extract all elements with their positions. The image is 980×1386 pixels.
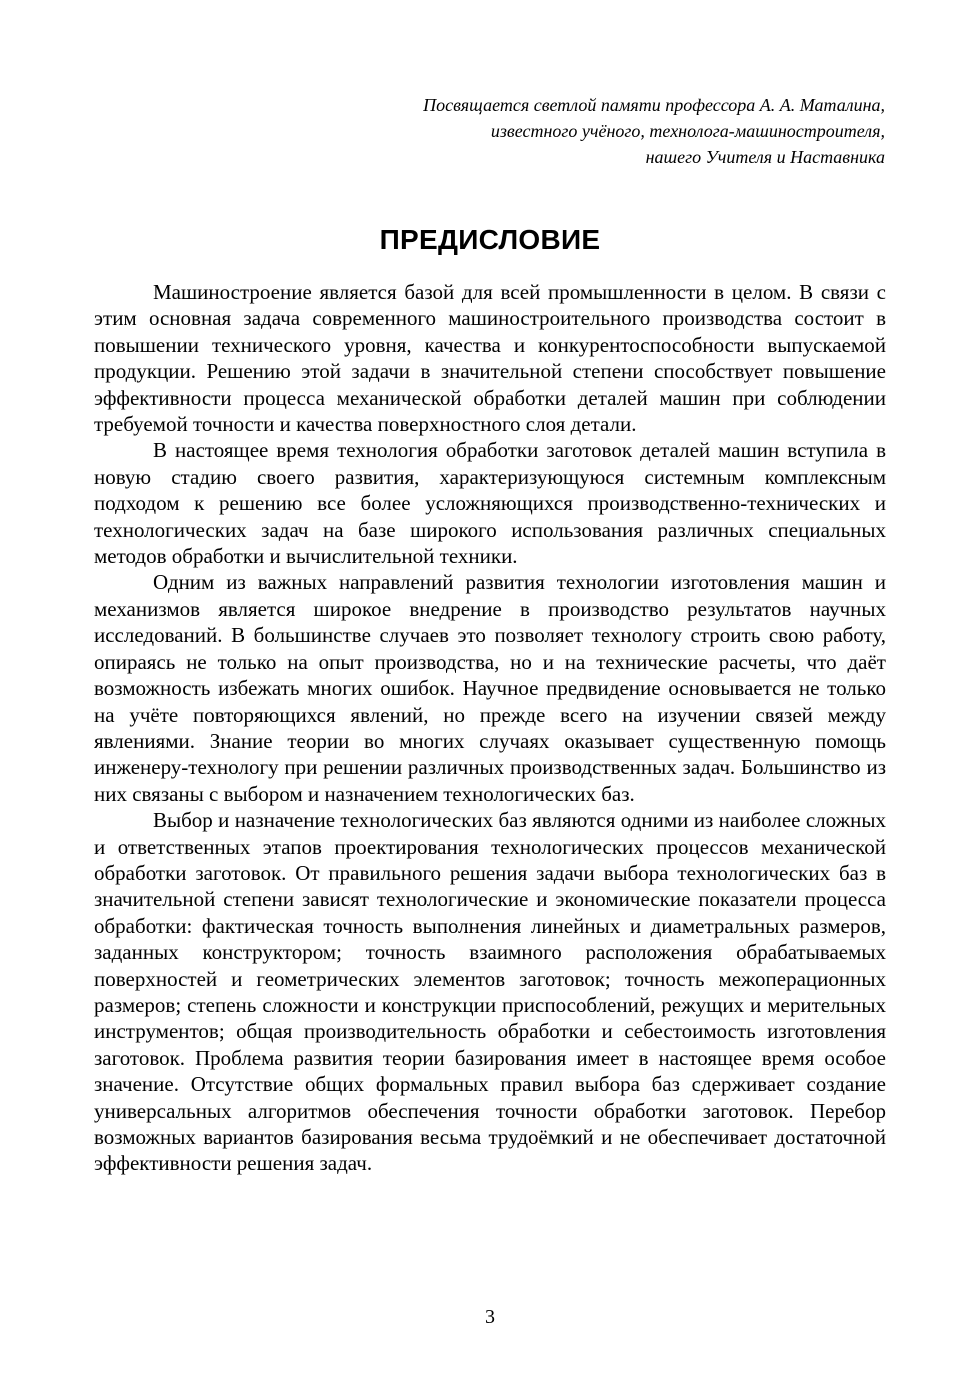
dedication-line: Посвящается светлой памяти профессора А. А. Маталина, [423, 95, 885, 115]
paragraph: Выбор и назначение технологических баз являются одними из наиболее сложных и ответственных этапов проектирования технологических процессов механической обработки заготовок. От правильного решения задачи выбора технологических баз в значительной степени зависят технологические и экономические показатели процесса обработки: фактическая точность выполнения линейных и диаметральных размеров, заданных конструктором; точность взаимного расположения обрабатываемых поверхностей и геометрических элементов заготовок; точность межоперационных размеров; степень сложности и конструкции приспособлений, режущих и мерительных инструментов; общая производительность обработки и себестоимость изготовления заготовок. Проблема развития теории базирования имеет в настоящее время особое значение. Отсутствие общих формальных правил выбора баз сдерживает создание универсальных алгоритмов обеспечения точности обработки заготовок. Перебор возможных вариантов базирования весьма трудоёмкий и не обеспечивает достаточной эффективности решения задач. [94, 808, 886, 1176]
dedication-line: нашего Учителя и Наставника [645, 147, 885, 167]
page-number: 3 [485, 1306, 495, 1328]
dedication [285, 92, 885, 170]
body-text [94, 279, 886, 1177]
paragraph: Одним из важных направлений развития технологии изготовления машин и механизмов является широкое внедрение в производство результатов научных исследований. В большинстве случаев это позволяет технологу строить свою работу, опираясь не только на опыт производства, но и на технические расчеты, что даёт возможность избежать многих ошибок. Научное предвидение основывается не только на учёте повторяющихся явлений, но прежде всего на изучении связей между явлениями. Знание теории во многих случаях оказывает существенную помощь инженеру-технологу при решении различных производственных задач. Большинство из них связаны с выбором и назначением технологических баз. [94, 570, 886, 806]
page-title: ПРЕДИСЛОВИЕ [379, 224, 601, 255]
paragraph: Машиностроение является базой для всей промышленности в целом. В связи с этим основная задача современного машиностроительного производства состоит в повышении технического уровня, качества и конкурентоспособности выпускаемой продукции. Решению этой задачи в значительной степени способствует повышение эффективности процесса механической обработки деталей машин при соблюдении требуемой точности и качества поверхностного слоя детали. [94, 280, 886, 437]
dedication-line: известного учёного, технолога-машиностроителя, [490, 121, 885, 141]
paragraph: В настоящее время технология обработки заготовок деталей машин вступила в новую стадию своего развития, характеризующуюся системным комплексным подходом к решению все более усложняющихся производственно-технических и технологических задач на базе широкого использования различных специальных методов обработки и вычислительной техники. [94, 438, 886, 569]
